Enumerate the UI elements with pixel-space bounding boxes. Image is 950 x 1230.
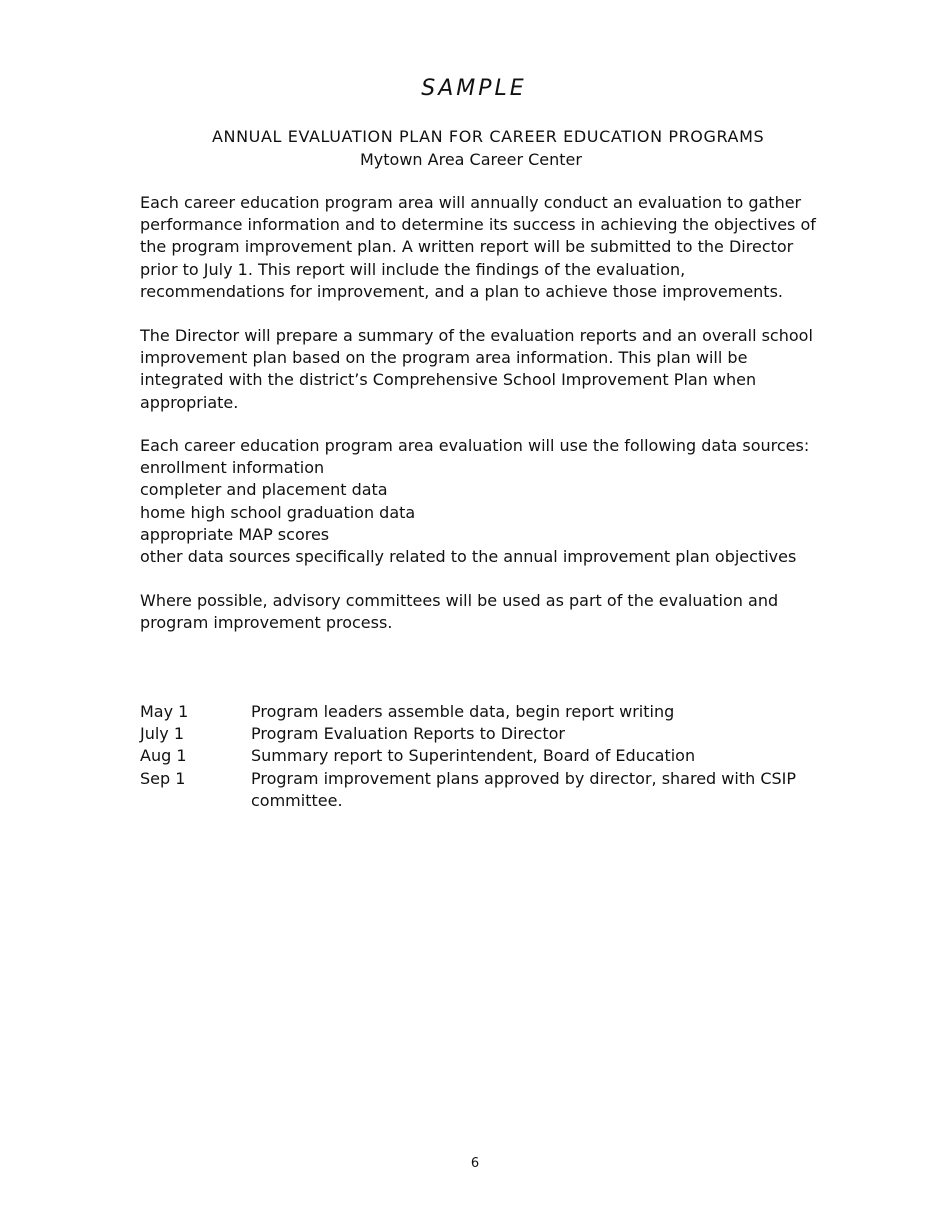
paragraph-line: improvement plan based on the program area information. This plan will be: [140, 348, 748, 368]
paragraph-line: prior to July 1. This report will include the findings of the evaluation,: [140, 259, 686, 279]
paragraph-line: the program improvement plan. A written report will be submitted to the Director: [140, 237, 794, 257]
data-source-item: enrollment information: [140, 458, 325, 478]
paragraph-line: Each career education program area will annually conduct an evaluation to gather: [140, 193, 802, 212]
paragraph-line: appropriate.: [140, 392, 239, 412]
data-source-item: home high school graduation data: [140, 502, 416, 522]
paragraph-line: program improvement process.: [140, 613, 393, 633]
paragraph-line: integrated with the district’s Comprehensive School Improvement Plan when: [140, 370, 757, 390]
data-source-item: other data sources specifically related to the annual improvement plan objectives: [140, 547, 797, 567]
timeline-row: [140, 745, 820, 767]
timeline-row: [140, 768, 820, 812]
timeline-description: Program leaders assemble data, begin report writing: [251, 702, 675, 721]
evaluation-timeline: [140, 701, 820, 812]
paragraph-evaluation-overview: [140, 192, 820, 303]
paragraph-line: Where possible, advisory committees will be used as part of the evaluation and: [140, 591, 779, 610]
paragraph-director-summary: [140, 325, 820, 414]
sample-label: SAMPLE: [421, 76, 527, 101]
timeline-date: Aug 1: [140, 746, 187, 766]
paragraph-line: recommendations for improvement, and a plan to achieve those improvements.: [140, 281, 783, 301]
timeline-date: May 1: [140, 702, 189, 721]
timeline-description: Program improvement plans approved by director, shared with CSIP committee.: [251, 768, 797, 810]
timeline-row: [140, 723, 820, 745]
timeline-row: [140, 701, 820, 723]
document-title: ANNUAL EVALUATION PLAN FOR CAREER EDUCATION PROGRAMS: [212, 127, 765, 146]
data-source-item: completer and placement data: [140, 480, 388, 500]
paragraph-line: The Director will prepare a summary of the evaluation reports and an overall school: [140, 326, 813, 345]
document-subtitle: Mytown Area Career Center: [360, 150, 582, 169]
timeline-description: Summary report to Superintendent, Board of Education: [251, 746, 696, 766]
timeline-date: July 1: [140, 724, 185, 744]
data-sources-section: [140, 435, 820, 568]
timeline-description: Program Evaluation Reports to Director: [251, 724, 565, 744]
data-sources-intro: Each career education program area evaluation will use the following data sources:: [140, 436, 810, 455]
timeline-date: Sep 1: [140, 768, 186, 788]
paragraph-advisory-committees: [140, 590, 820, 634]
paragraph-line: performance information and to determine its success in achieving the objectives of: [140, 215, 816, 235]
data-source-item: appropriate MAP scores: [140, 524, 330, 544]
page-number: 6: [470, 1156, 480, 1171]
